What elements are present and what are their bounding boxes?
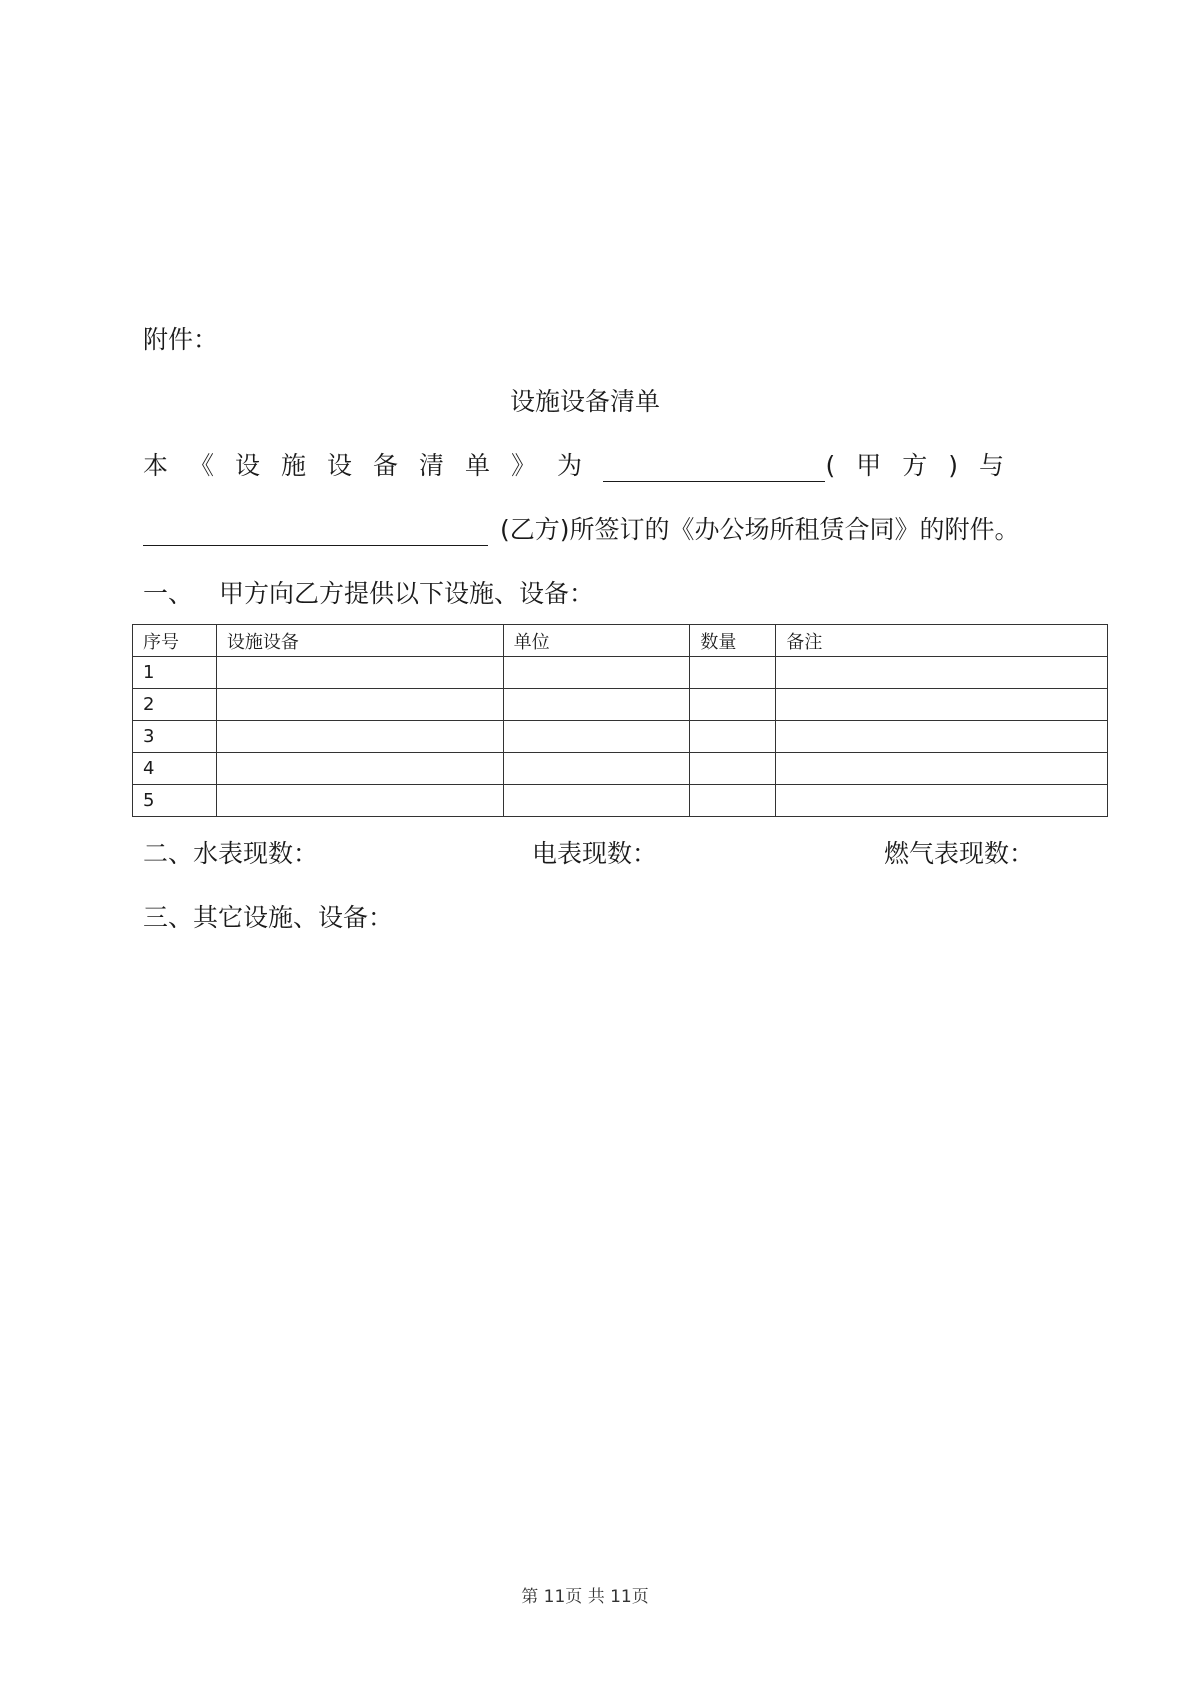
water-meter-reading: 二、水表现数： [143,839,319,868]
cell-serial: 4 [133,753,217,785]
table-row [133,689,1108,721]
page-footer: 第 11页 共 11页 [521,1587,649,1607]
header-quantity: 数量 [690,625,776,657]
section-1-number: 一、 [143,579,194,608]
header-equipment: 设施设备 [216,625,503,657]
section-1-text: 甲方向乙方提供以下设施、设备： [219,579,595,608]
cell-remarks [776,721,1108,753]
cell-unit [503,689,690,721]
cell-quantity [690,753,776,785]
cell-remarks [776,657,1108,689]
cell-equipment [216,753,503,785]
header-serial: 序号 [133,625,217,657]
cell-equipment [216,785,503,817]
document-title: 设施设备清单 [509,387,660,416]
cell-equipment [216,657,503,689]
cell-serial: 1 [133,657,217,689]
section-1-heading [143,578,594,610]
table-row [133,657,1108,689]
cell-serial: 3 [133,721,217,753]
intro-line-2-text: (乙方)所签订的《办公场所租赁合同》的附件。 [500,515,1020,544]
intro-start-text: 本《设施设备清单》为 [143,451,604,480]
table-row [133,721,1108,753]
cell-unit [503,753,690,785]
cell-remarks [776,689,1108,721]
attachment-label: 附件： [143,325,219,354]
gas-meter-reading: 燃气表现数： [884,839,1035,868]
equipment-table [132,624,1108,817]
cell-equipment [216,689,503,721]
electric-meter-reading: 电表现数： [532,839,658,868]
table-row [133,785,1108,817]
cell-remarks [776,785,1108,817]
intro-line-1 [143,450,1025,482]
cell-quantity [690,657,776,689]
intro-end-text: (甲方)与 [825,451,1025,480]
table-row [133,753,1108,785]
cell-serial: 5 [133,785,217,817]
cell-equipment [216,721,503,753]
party-a-blank [603,455,825,482]
cell-remarks [776,753,1108,785]
table-header-row [133,625,1108,657]
header-unit: 单位 [503,625,690,657]
cell-unit [503,721,690,753]
intro-line-2 [143,514,1020,546]
cell-quantity [690,689,776,721]
cell-serial: 2 [133,689,217,721]
section-3-heading: 三、其它设施、设备： [143,903,394,932]
cell-unit [503,785,690,817]
cell-quantity [690,785,776,817]
header-remarks: 备注 [776,625,1108,657]
cell-unit [503,657,690,689]
party-b-blank [143,519,488,546]
cell-quantity [690,721,776,753]
